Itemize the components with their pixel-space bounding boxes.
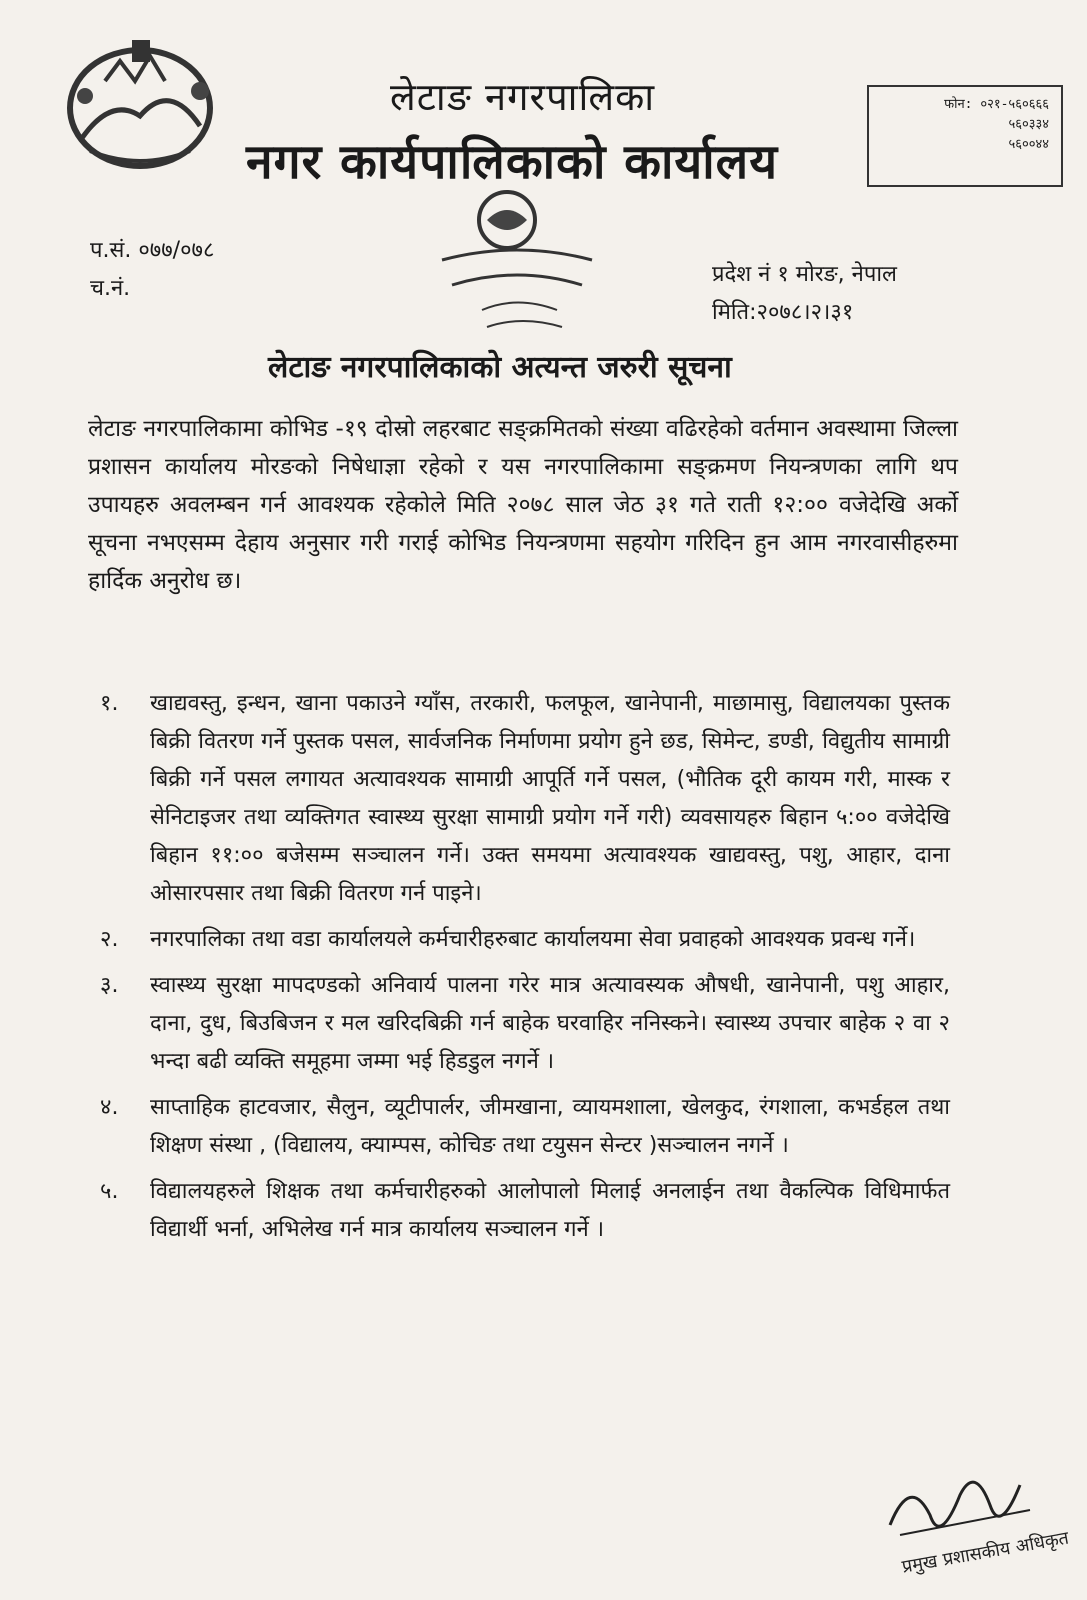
reference-right bbox=[712, 256, 897, 332]
notice-intro: लेटाङ नगरपालिकामा कोभिड -१९ दोस्रो लहरबाट सङ्क्रमितको संख्या वढिरहेको वर्तमान अवस्थामा जिल्ला प्रशासन कार्यालय मोरङको निषेधाज्ञा रहेको र यस नगरपालिकामा सङ्क्रमण नियन्त्रणका लागि थप उपायहरु अवलम्बन गर्न आवश्यक रहेकोले मिति २०७८ साल जेठ ३१ गते राती १२:०० वजेदेखि अर्को सूचना नभएसम्म देहाय अनुसार गरी गराई कोभिड नियन्त्रणमा सहयोग गरिदिन हुन आम नगरवासीहरुमा हार्दिक अनुरोध छ। bbox=[88, 416, 958, 594]
office-seal-stamp-icon bbox=[432, 185, 602, 335]
list-item-number: ५. bbox=[100, 1179, 119, 1204]
org-name: लेटाङ नगरपालिका bbox=[390, 75, 656, 119]
list-item-text: साप्ताहिक हाटवजार, सैलुन, व्यूटीपार्लर, जीमखाना, व्यायमशाला, खेलकुद, रंगशाला, कभर्डहल तथा शिक्षण संस्था , (विद्यालय, क्याम्पस, कोचिङ तथा टयुसन सेन्टर )सञ्चालन नगर्ने । bbox=[150, 1095, 950, 1158]
phone-line-1: फोन: ०२१-५६०६६६ bbox=[944, 97, 1049, 112]
list-item-number: ३. bbox=[100, 973, 119, 998]
phone-line-2: ५६०३३४ bbox=[1008, 117, 1049, 132]
dispatch-number: च.नं. bbox=[90, 276, 131, 301]
list-item-text: नगरपालिका तथा वडा कार्यालयले कर्मचारीहरुबाट कार्यालयमा सेवा प्रवाहको आवश्यक प्रवन्ध गर्ने। bbox=[150, 927, 916, 952]
notice-title: लेटाङ नगरपालिकाको अत्यन्त जरुरी सूचना bbox=[268, 350, 732, 385]
list-item-text: खाद्यवस्तु, इन्धन, खाना पकाउने ग्याँस, तरकारी, फलफूल, खानेपानी, माछामासु, विद्यालयका पुस्तक बिक्री वितरण गर्ने पुस्तक पसल, सार्वजनिक निर्माणमा प्रयोग हुने छड, सिमेन्ट, डण्डी, विद्युतीय सामाग्री बिक्री गर्ने पसल लगायत अत्यावश्यक सामाग्री आपूर्ति गर्ने पसल, (भौतिक दूरी कायम गरी, मास्क र सेनिटाइजर तथा व्यक्तिगत स्वास्थ्य सुरक्षा सामाग्री प्रयोग गर्ने गरी) व्यवसायहरु बिहान ५:०० वजेदेखि बिहान ११:०० बजेसम्म सञ्चालन गर्ने। उक्त समयमा अत्यावश्यक खाद्यवस्तु, पशु, आहार, दाना ओसारपसार तथा बिक्री वितरण गर्न पाइने। bbox=[150, 691, 950, 906]
list-item-text: स्वास्थ्य सुरक्षा मापदण्डको अनिवार्य पालना गरेर मात्र अत्यावस्यक औषधी, खानेपानी, पशु आहार, दाना, दुध, बिउबिजन र मल खरिदबिक्री गर्न बाहेक घरवाहिर ननिस्कने। स्वास्थ्य उपचार बाहेक २ वा २ भन्दा बढी व्यक्ति समूहमा जम्मा भई हिडडुल नगर्ने । bbox=[150, 973, 950, 1074]
phone-line-3: ५६००४४ bbox=[1008, 137, 1049, 152]
list-item-number: १. bbox=[100, 691, 119, 716]
signatory-title: प्रमुख प्रशासकीय अधिकृत bbox=[900, 1527, 1071, 1578]
reference-left bbox=[90, 232, 214, 308]
list-item-text: विद्यालयहरुले शिक्षक तथा कर्मचारीहरुको आलोपालो मिलाई अनलाईन तथा वैकल्पिक विधिमार्फत विद्यार्थी भर्ना, अभिलेख गर्न मात्र कार्यालय सञ्चालन गर्ने । bbox=[150, 1179, 950, 1242]
phone-box bbox=[867, 85, 1063, 187]
list-item bbox=[100, 921, 950, 959]
notice-date: मिति:२०७८।२।३१ bbox=[712, 300, 854, 325]
list-item bbox=[100, 1173, 950, 1249]
province-address: प्रदेश नं १ मोरङ, नेपाल bbox=[712, 262, 897, 287]
list-item-number: २. bbox=[100, 927, 119, 952]
list-item bbox=[100, 967, 950, 1081]
list-item bbox=[100, 1089, 950, 1165]
office-name: नगर कार्यपालिकाको कार्यालय bbox=[246, 134, 779, 190]
list-item-number: ४. bbox=[100, 1095, 119, 1120]
nepal-government-emblem-icon bbox=[50, 36, 230, 176]
letter-number: प.सं. ०७७/०७८ bbox=[90, 238, 215, 263]
notice-list bbox=[100, 685, 950, 1257]
list-item bbox=[100, 685, 950, 913]
